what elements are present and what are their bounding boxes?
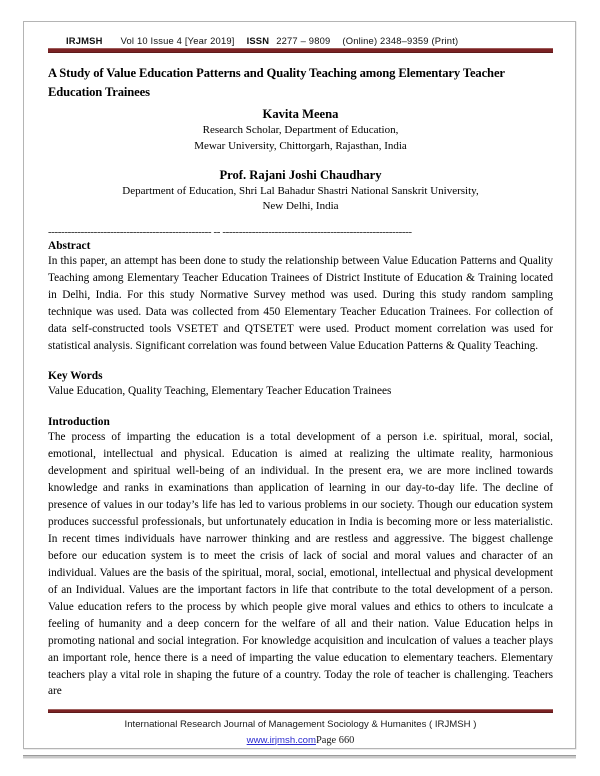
journal-abbreviation: IRJMSH xyxy=(66,35,103,46)
dashed-divider: -------------------------------------------------- -- ---------------------------------------------------------- xyxy=(48,225,412,238)
journal-website-link[interactable]: www.irjmsh.com xyxy=(246,734,316,746)
page-content xyxy=(24,22,575,748)
author-name-primary: Kavita Meena xyxy=(262,107,339,122)
abstract-heading: Abstract xyxy=(48,239,91,252)
article-title: A Study of Value Education Patterns and Quality Teaching among Elementary Teacher Education Trainees xyxy=(48,66,505,100)
abstract-text: In this paper, an attempt has been done to study the relationship between Value Education Patterns and Quality Teaching among Elementary Teacher Education Trainees of District Institute of Education & Training located in Delhi, India. For this study Normative Survey method was used. During this study random sampling technique was used. Data was collected from 450 Elementary Teacher Education Trainees. For collection of data self-constructed tools VSETET and QTSETET were used. Product moment correlation was used for statistical analysis. Significant correlation was found between Value Education Patterns & Quality Teaching. xyxy=(48,254,553,352)
footer-line-2 xyxy=(48,733,553,749)
issn-print-number: (Online) 2348–9359 (Print) xyxy=(342,35,459,46)
issn-online-number: 2277 – 9809 xyxy=(276,35,331,46)
issn-label: ISSN xyxy=(246,35,270,46)
running-footer xyxy=(48,718,553,748)
document-page xyxy=(23,21,576,749)
page-number-label: Page 660 xyxy=(315,734,355,746)
header-divider-rule xyxy=(48,48,553,53)
author-affiliation-secondary-line2: New Delhi, India xyxy=(262,200,339,213)
journal-full-name: International Research Journal of Management Sociology & Humanites ( IRJMSH ) xyxy=(124,719,477,731)
footer-divider-rule xyxy=(48,709,553,713)
author-affiliation-secondary-line1: Department of Education, Shri Lal Bahadur Shastri National Sanskrit University, xyxy=(122,184,479,197)
author-affiliation-primary-line2: Mewar University, Chittorgarh, Rajasthan, India xyxy=(194,139,407,152)
author-name-secondary: Prof. Rajani Joshi Chaudhary xyxy=(219,167,382,182)
page-bottom-separator xyxy=(23,755,576,759)
keywords-text: Value Education, Quality Teaching, Elementary Teacher Education Trainees xyxy=(48,385,392,398)
running-header xyxy=(48,35,553,46)
introduction-text: The process of imparting the education is a total development of a person i.e. spiritual, moral, social, emotional, intellectual and physical. Education is aimed at realizing the ultimate reality, harmonious development and spiritual well-being of an individual. In the present era, we are more inclined towards knowledge and ranks in examinations than application of learning in our day-to-day life. The decline of presence of values in our today’s life has led to various problems in our society. Though our education system produces successful professionals, but unfortunately education in India is becoming more or less materialistic. In recent times individuals have narrower thinking and are restless and aggressive. The biggest challenge before our education system is to meet the crisis of lack of social and moral values and character of an individual. Values are the basis of the spiritual, moral, social, emotional, intellectual and physical development of an Individual. Values are the important factors in life that contribute to the total development of a person. Value education refers to the process by which people give moral values and ethics to others to inculcate a feeling of humanity and a deep concern for the welfare of all and their nation. Value Education helps in promoting national and social integration. For knowledge acquisition and inculcation of values a teacher plays an important role, hence there is a need of imparting the value education to elementary teachers. Elementary teachers play a vital role in shaping the future of a country. Today the role of teacher is challenging. Teachers are xyxy=(48,431,553,698)
author-affiliation-primary-line1: Research Scholar, Department of Education, xyxy=(202,124,399,137)
volume-issue-year: Vol 10 Issue 4 [Year 2019] xyxy=(120,35,235,46)
introduction-heading: Introduction xyxy=(48,416,110,429)
keywords-heading: Key Words xyxy=(48,370,103,383)
